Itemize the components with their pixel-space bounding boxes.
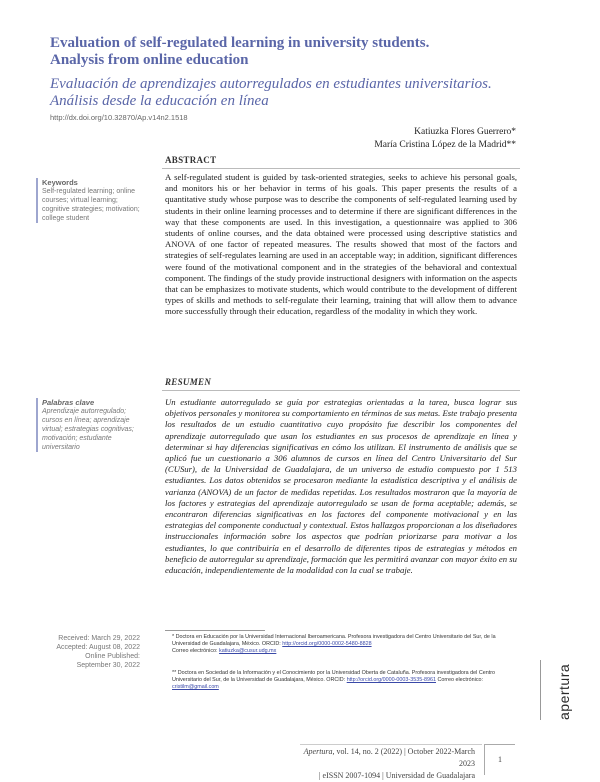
doi-link[interactable]: http://dx.doi.org/10.32870/Ap.v14n2.1518 [50, 113, 188, 122]
author-list [374, 126, 516, 152]
abstract-heading: ABSTRACT [165, 155, 217, 165]
footnote-rule [165, 630, 265, 631]
page-number-box [484, 744, 515, 775]
footnote-1-orcid-link[interactable]: http://orcid.org/0000-0002-5480-8828 [282, 641, 372, 647]
keywords-text: Self-regulated learning; online courses; virtual learning; cognitive strategies; motivation; college student [42, 188, 140, 222]
article-title-spanish: Evaluación de aprendizajes autorregulados en estudiantes universitarios. Análisis desde la educación en línea [50, 76, 492, 109]
journal-volume: , vol. 14, no. 2 (2022) | October 2022-March 2023 [332, 747, 475, 768]
brand-rule [540, 660, 541, 720]
journal-footer-rule [300, 744, 482, 745]
publication-dates [40, 634, 140, 670]
received-date: Received: March 29, 2022 [58, 635, 140, 642]
footnote-1 [172, 634, 522, 655]
resumen-heading: RESUMEN [165, 377, 212, 387]
journal-brand-logo: apertura [556, 663, 572, 720]
accepted-date: Accepted: August 08, 2022 [56, 644, 140, 651]
online-published-date: September 30, 2022 [76, 662, 140, 669]
article-title-english: Evaluation of self-regulated learning in university students. Analysis from online education [50, 35, 430, 68]
palabras-clave-heading: Palabras clave [42, 398, 95, 407]
journal-issn: | eISSN 2007-1094 | Universidad de Guadalajara [318, 771, 475, 780]
footnote-2-orcid-link[interactable]: http://orcid.org/0000-0003-3535-8961 [346, 677, 436, 683]
palabras-clave-box [36, 398, 146, 452]
resumen-text: Un estudiante autorregulado se guía por estrategias orientadas a la tarea, busca lograr sus objetivos personales y monitorea su comportamiento en términos de sus metas. Este trabajo presenta los resultados de un estudio cuantitativo cuyo propósito fue describir los componentes del aprendizaje autorregulado que usan los estudiantes en sus procesos de aprendizaje en línea y determinar si hay diferencias significativas en cómo los utilizan. El instrumento de análisis que se aplicó fue un cuestionario a 306 alumnos de cursos en línea del Centro Universitario del Sur (CUSur), de la Universidad de Guadalajara, de un universo de estudio compuesto por 1 513 estudiantes. Los datos obtenidos se procesaron mediante la estadística descriptiva y el análisis de varianza (ANOVA) de un factor de medidas repetidas. Los resultados mostraron que la mayoría de los factores y estrategias del aprendizaje autorregulado se usan de forma aceptable; además, se encontraron diferencias significativas en los factores del componente motivacional y en las estrategias del componente conductual y contextual. Estos hallazgos proporcionan a los diseñadores instruccionales información sobre los aspectos que podrían priorizarse para motivar a los estudiantes, lo que contribuiría en el desarrollo de diferentes tipos de estrategias y métodos en beneficio de autorregular su aprendizaje, formación que les permitirá avanzar con mayor éxito en su educación, independientemente de la modalidad con la cual se trabaje. [165, 397, 517, 576]
keywords-heading: Keywords [42, 178, 78, 187]
resumen-rule [162, 390, 520, 391]
footnote-1-email-label: Correo electrónico: [172, 648, 218, 654]
abstract-text: A self-regulated student is guided by task-oriented strategies, seeks to achieve his personal goals, and monitors his or her behavior in terms of his goals. This paper presents the results of a quantitative study whose purpose was to describe the components of self-regulated learning used by students in their online learning processes and to determine if there are significant differences in the way that these components are used. In this investigation, a questionnaire was applied to 306 students of online courses, and the data obtained were processed using descriptive statistics and ANOVA of one factor of repeated measures. The results showed that most of the factors and strategies of self-regulates learning are used in an acceptable way; in addition, significant differences were found of the motivational component and in the strategies of the behavioral and contextual component. The findings of the study provide instructional designers with information on the aspects that can be emphasizes to motivate students, which would contribute to the development of different types of skills and methods to self-regulate their learning, training that will allow them to advance more successfully through their education, regardless of the modality in which they work. [165, 172, 517, 317]
keywords-box [36, 178, 142, 223]
journal-citation [300, 746, 475, 782]
footnote-2-email-label: Correo electrónico: [437, 677, 484, 683]
footnote-1-text: * Doctora en Educación por la Universidad Internacional Iberoamericana. Profesora investigadora del Centro Universitario del Sur, de la Universidad de Guadalajara, México. ORCID: [172, 634, 496, 647]
page-number: 1 [498, 755, 502, 764]
footnote-1-email-link[interactable]: katiuzka@cusur.udg.mx [219, 648, 277, 654]
footnote-2-email-link[interactable]: cristilm@gmail.com [172, 684, 219, 690]
palabras-clave-text: Aprendizaje autorregulado; cursos en línea; aprendizaje virtual; estrategias cognitivas; motivación; estudiante universitario [42, 408, 134, 451]
abstract-rule [162, 168, 520, 169]
author-1: Katiuzka Flores Guerrero* [414, 127, 516, 137]
footnote-2 [172, 670, 522, 691]
online-published-label: Online Published: [85, 653, 140, 660]
author-2: María Cristina López de la Madrid** [374, 140, 516, 150]
journal-name: Apertura [303, 747, 333, 756]
footnote-2-text: ** Doctora en Sociedad de la Información y el Conocimiento por la Universidad Oberta de Cataluña. Profesora investigadora del Centro Universitario del Sur, de la Universidad de Guadalajara, México. ORCID: [172, 670, 496, 683]
